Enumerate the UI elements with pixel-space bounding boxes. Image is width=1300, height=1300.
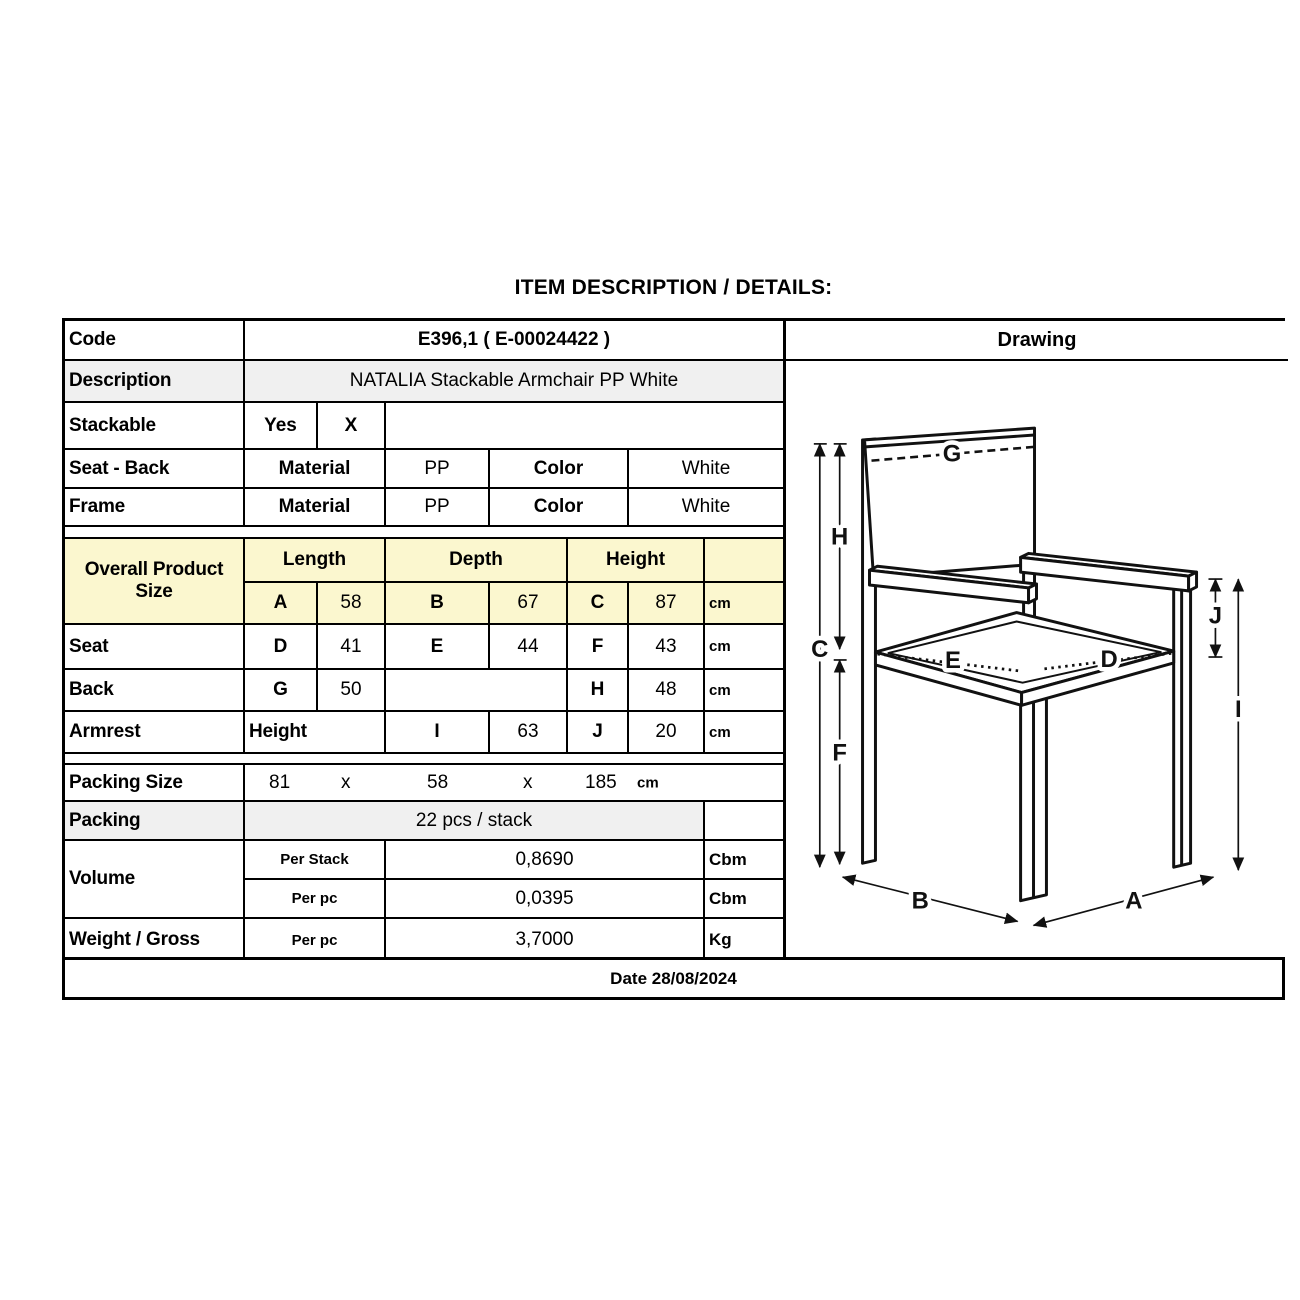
row-armrest (65, 712, 783, 754)
overall-a-value: 58 (318, 583, 386, 623)
row-code (65, 321, 783, 361)
packing-size-unit: cm (637, 774, 659, 791)
overall-unit: cm (705, 583, 783, 623)
dim-label-g: G (942, 440, 962, 468)
overall-header-empty (705, 539, 783, 581)
seat-back-material-label: Material (245, 450, 386, 487)
weight-unit: Kg (709, 930, 732, 949)
seat-f: F (568, 625, 629, 668)
drawing-header: Drawing (786, 321, 1288, 361)
packing-size-values (245, 765, 783, 800)
seat-back-material-value: PP (386, 450, 490, 487)
armrest-j: J (568, 712, 629, 752)
seat-unit: cm (709, 638, 731, 655)
dim-label-j: J (1208, 602, 1223, 630)
code-value: E396,1 ( E-00024422 ) (417, 329, 611, 350)
row-packing-size (65, 765, 783, 802)
frame-color-value: White (681, 496, 731, 517)
overall-size-grid (245, 539, 783, 623)
volume-grid (245, 841, 783, 917)
date-text: Date 28/08/2024 (610, 968, 737, 988)
seat-back-label: Seat - Back (65, 450, 245, 487)
back-h: H (568, 670, 629, 710)
overall-size-label: Overall Product Size (65, 539, 245, 623)
spec-table-left (65, 321, 783, 961)
dim-line-B (843, 877, 1018, 921)
row-packing (65, 802, 783, 841)
overall-length-header: Length (245, 539, 386, 581)
armrest-i-value: 63 (490, 712, 568, 752)
overall-a: A (245, 583, 318, 623)
overall-b-value: 67 (490, 583, 568, 623)
back-h-value: 48 (629, 670, 705, 710)
dim-label-a: A (1125, 887, 1143, 915)
armrest-j-value: 20 (629, 712, 705, 752)
stackable-empty (386, 403, 783, 448)
seat-d-value: 41 (318, 625, 386, 668)
dim-label-f: F (832, 739, 847, 767)
packing-size-x-1: x (341, 771, 351, 793)
chair-drawing (786, 361, 1288, 955)
page-title: ITEM DESCRIPTION / DETAILS: (514, 276, 833, 299)
volume-per-stack-label: Per Stack (245, 841, 386, 878)
seat-e-value: 44 (490, 625, 568, 668)
packing-size-val-2: 58 (427, 771, 449, 793)
packing-value: 22 pcs / stack (245, 802, 705, 839)
frame-material-label: Material (245, 489, 386, 525)
dim-label-i: I (1234, 696, 1242, 724)
seat-back-color-value: White (681, 457, 731, 479)
seat-d: D (245, 625, 318, 668)
packing-empty (705, 802, 783, 839)
frame-material-value: PP (386, 489, 490, 525)
description-label: Description (65, 361, 245, 401)
seat-back-color-label: Color (490, 450, 629, 487)
dim-label-h: H (831, 523, 849, 551)
seat-label: Seat (65, 625, 245, 668)
armrest-height-label: Height (245, 712, 386, 752)
overall-c-value: 87 (629, 583, 705, 623)
chair-right-armrest-cap (1189, 572, 1197, 591)
seat-e: E (386, 625, 490, 668)
dim-label-b: B (911, 887, 929, 915)
volume-per-stack-value: 0,8690 (386, 841, 705, 878)
chair-seat (875, 613, 1173, 693)
row-seat-back (65, 450, 783, 489)
volume-per-stack-unit: Cbm (709, 849, 747, 869)
row-stackable (65, 403, 783, 450)
dim-line-A (1034, 877, 1214, 925)
packing-size-val-3: 185 (585, 771, 617, 793)
armrest-label: Armrest (65, 712, 245, 752)
section-separator (65, 527, 783, 539)
packing-size-val-1: 81 (269, 771, 291, 793)
overall-depth-header: Depth (386, 539, 568, 581)
drawing-panel (783, 321, 1288, 957)
frame-label: Frame (65, 489, 245, 525)
description-value: NATALIA Stackable Armchair PP White (245, 361, 783, 401)
volume-per-pc-value: 0,0395 (386, 880, 705, 917)
chair-drawing-svg (786, 361, 1288, 955)
back-g-value: 50 (318, 670, 386, 710)
back-empty (386, 670, 568, 710)
volume-per-pc-label: Per pc (245, 880, 386, 917)
back-unit: cm (709, 681, 731, 699)
row-description (65, 361, 783, 403)
date-row (65, 957, 1282, 997)
code-label: Code (65, 321, 245, 359)
spec-table (62, 318, 1285, 1000)
weight-per-pc-label: Per pc (245, 919, 386, 961)
back-g: G (245, 670, 318, 710)
row-weight (65, 919, 783, 961)
weight-label: Weight / Gross (65, 919, 245, 961)
packing-size-label: Packing Size (65, 765, 245, 800)
armrest-i: I (386, 712, 490, 752)
chair-structure (863, 428, 1197, 901)
row-seat (65, 625, 783, 670)
packing-size-x-2: x (523, 771, 533, 793)
row-overall-size (65, 539, 783, 625)
stackable-yes: Yes (245, 403, 318, 448)
stackable-label: Stackable (65, 403, 245, 448)
frame-color-label: Color (490, 489, 629, 525)
armrest-unit: cm (709, 723, 731, 741)
stackable-mark: X (318, 403, 386, 448)
volume-per-pc-unit: Cbm (709, 888, 747, 908)
dim-label-e: E (945, 646, 961, 674)
row-frame (65, 489, 783, 527)
row-back (65, 670, 783, 712)
section-separator (65, 754, 783, 765)
back-label: Back (65, 670, 245, 710)
packing-label: Packing (65, 802, 245, 839)
dim-label-d: D (1100, 645, 1118, 673)
overall-height-header: Height (568, 539, 705, 581)
weight-value: 3,7000 (386, 919, 705, 961)
row-volume (65, 841, 783, 919)
overall-c: C (568, 583, 629, 623)
volume-label: Volume (65, 841, 245, 917)
overall-b: B (386, 583, 490, 623)
dim-label-c: C (811, 636, 829, 663)
seat-f-value: 43 (629, 625, 705, 668)
chair-left-armrest-cap (1029, 584, 1037, 603)
